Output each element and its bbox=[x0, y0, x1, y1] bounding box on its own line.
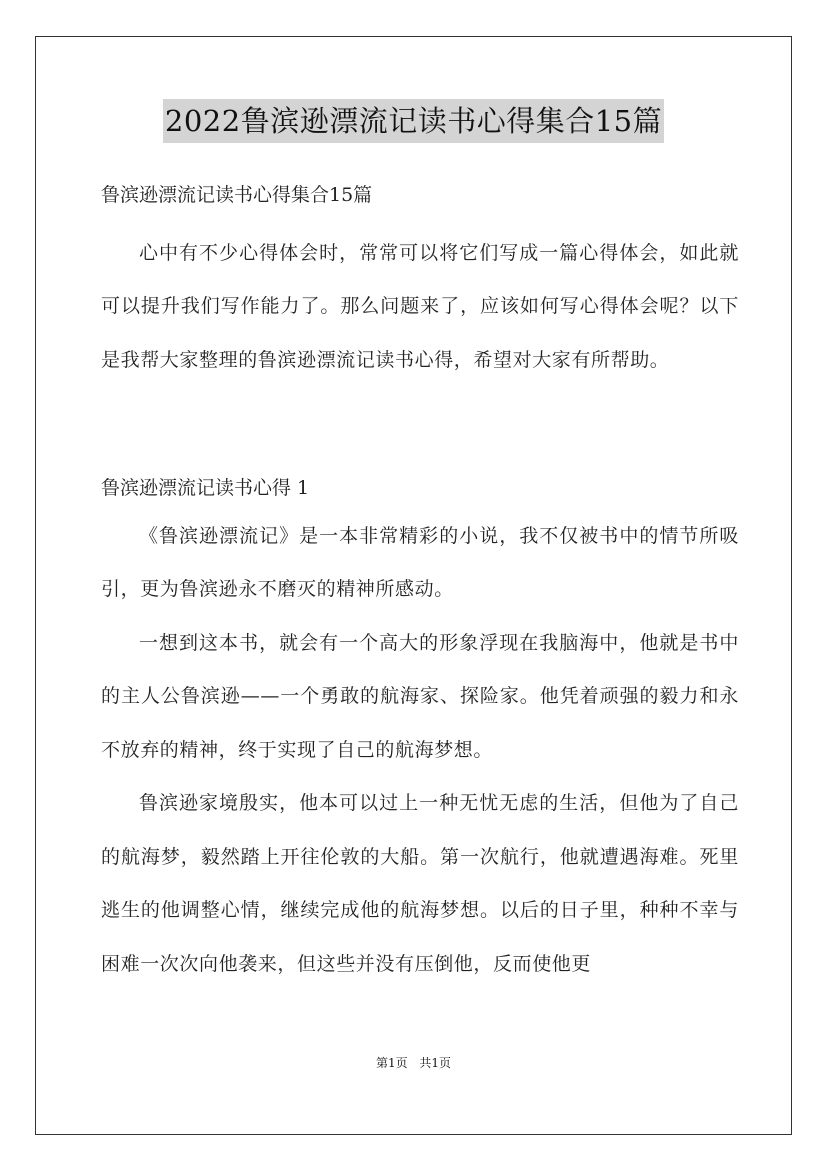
page-footer bbox=[0, 1054, 827, 1071]
body-paragraph-3: 鲁滨逊家境殷实，他本可以过上一种无忧无虑的生活，但他为了自己的航海梦，毅然踏上开往伦敦的大船。第一次航行，他就遭遇海难。死里逃生的他调整心情，继续完成他的航海梦想。以后的日子里，种种不幸与困难一次次向他袭来，但这些并没有压倒他，反而使他更 bbox=[101, 792, 739, 975]
body-paragraph-2: 一想到这本书，就会有一个高大的形象浮现在我脑海中，他就是书中的主人公鲁滨逊——一个勇敢的航海家、探险家。他凭着顽强的毅力和永不放弃的精神，终于实现了自己的航海梦想。 bbox=[101, 631, 739, 761]
section-heading: 鲁滨逊漂流记读书心得 1 bbox=[101, 476, 310, 499]
document-subtitle: 鲁滨逊漂流记读书心得集合15篇 bbox=[101, 184, 373, 206]
total-pages: 共1页 bbox=[419, 1056, 452, 1070]
title-wrap bbox=[0, 99, 827, 143]
intro-paragraph: 心中有不少心得体会时，常常可以将它们写成一篇心得体会，如此就可以提升我们写作能力了。那么问题来了，应该如何写心得体会呢？以下是我帮大家整理的鲁滨逊漂流记读书心得，希望对大家有所帮助。 bbox=[101, 242, 739, 371]
body-paragraph-1: 《鲁滨逊漂流记》是一本非常精彩的小说，我不仅被书中的情节所吸引，更为鲁滨逊永不磨灭的精神所感动。 bbox=[101, 524, 739, 601]
document-body bbox=[101, 170, 739, 991]
document-title: 2022鲁滨逊漂流记读书心得集合15篇 bbox=[163, 99, 664, 143]
page-number: 第1页 bbox=[375, 1056, 408, 1070]
